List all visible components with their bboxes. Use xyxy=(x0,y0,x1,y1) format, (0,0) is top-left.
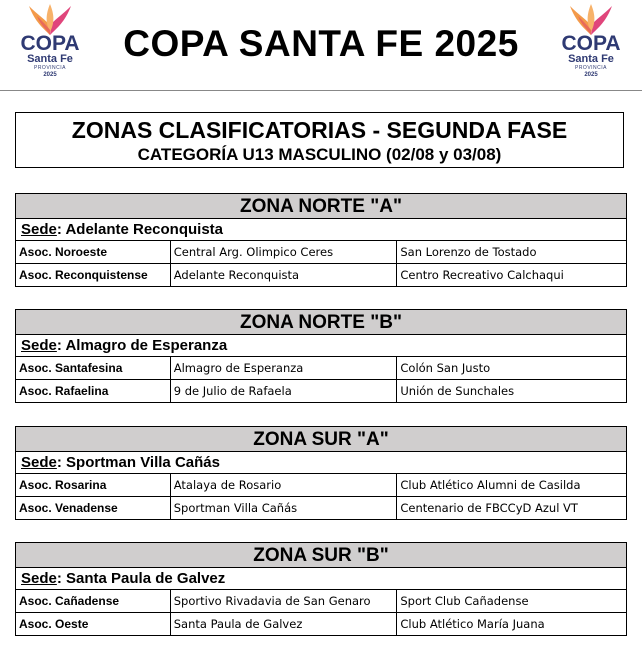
club-cell: Santa Paula de Galvez xyxy=(171,613,398,635)
header-divider xyxy=(0,90,642,91)
club-cell: San Lorenzo de Tostado xyxy=(397,241,627,263)
sede-value: : Sportman Villa Cañás xyxy=(56,454,220,471)
club-cell: Club Atlético María Juana xyxy=(397,613,627,635)
table-row xyxy=(15,264,627,287)
table-row xyxy=(15,380,627,403)
zone-norte-a xyxy=(15,193,627,287)
zone-title: ZONA NORTE "A" xyxy=(15,193,627,219)
table-row xyxy=(15,474,627,497)
table-row xyxy=(15,241,627,264)
assoc-cell: Asoc. Cañadense xyxy=(16,590,171,612)
zone-title: ZONA NORTE "B" xyxy=(15,309,627,335)
page-title: COPA SANTA FE 2025 xyxy=(123,23,519,64)
sede-label: Sede xyxy=(21,337,57,354)
assoc-cell: Asoc. Noroeste xyxy=(16,241,171,263)
club-cell: Centenario de FBCCyD Azul VT xyxy=(397,497,627,519)
zone-title: ZONA SUR "A" xyxy=(15,426,627,452)
logo-word: COPA xyxy=(20,32,80,55)
logo-province: PROVINCIA xyxy=(33,65,66,71)
flame-icon xyxy=(25,2,75,36)
zone-sede xyxy=(15,219,627,241)
subtitle-category: CATEGORÍA U13 MASCULINO (02/08 y 03/08) xyxy=(137,145,502,164)
club-cell: Adelante Reconquista xyxy=(171,264,398,286)
club-cell: Almagro de Esperanza xyxy=(171,357,398,379)
assoc-cell: Asoc. Reconquistense xyxy=(16,264,171,286)
zone-title: ZONA SUR "B" xyxy=(15,542,627,568)
flame-icon xyxy=(566,2,616,36)
sede-value: : Almagro de Esperanza xyxy=(56,337,228,354)
copa-santa-fe-logo-right xyxy=(556,2,626,90)
sede-label: Sede xyxy=(21,570,57,587)
logo-year: 2025 xyxy=(43,72,57,78)
logo-brand: Santa Fe xyxy=(27,53,73,65)
sede-value: : Adelante Reconquista xyxy=(56,221,223,238)
club-cell: Central Arg. Olimpico Ceres xyxy=(171,241,398,263)
table-row xyxy=(15,357,627,380)
logo-year: 2025 xyxy=(584,72,598,78)
assoc-cell: Asoc. Rosarina xyxy=(16,474,171,496)
club-cell: Unión de Sunchales xyxy=(397,380,627,402)
assoc-cell: Asoc. Oeste xyxy=(16,613,171,635)
club-cell: Atalaya de Rosario xyxy=(171,474,398,496)
copa-santa-fe-logo-left xyxy=(15,2,85,90)
assoc-cell: Asoc. Venadense xyxy=(16,497,171,519)
logo-word: COPA xyxy=(561,32,621,55)
club-cell: Club Atlético Alumni de Casilda xyxy=(397,474,627,496)
zone-sur-b xyxy=(15,542,627,636)
club-cell: Colón San Justo xyxy=(397,357,627,379)
subtitle-phase: ZONAS CLASIFICATORIAS - SEGUNDA FASE xyxy=(71,117,568,143)
logo-brand: Santa Fe xyxy=(568,53,614,65)
club-cell: Centro Recreativo Calchaqui xyxy=(397,264,627,286)
table-row xyxy=(15,590,627,613)
subtitle-box xyxy=(15,112,624,168)
zone-sede xyxy=(15,452,627,474)
table-row xyxy=(15,497,627,520)
sede-label: Sede xyxy=(21,221,57,238)
assoc-cell: Asoc. Rafaelina xyxy=(16,380,171,402)
zone-norte-b xyxy=(15,309,627,403)
club-cell: Sportman Villa Cañás xyxy=(171,497,398,519)
logo-province: PROVINCIA xyxy=(574,65,607,71)
club-cell: Sportivo Rivadavia de San Genaro xyxy=(171,590,398,612)
sede-label: Sede xyxy=(21,454,57,471)
club-cell: Sport Club Cañadense xyxy=(397,590,627,612)
zone-sede xyxy=(15,335,627,357)
club-cell: 9 de Julio de Rafaela xyxy=(171,380,398,402)
zone-sur-a xyxy=(15,426,627,520)
assoc-cell: Asoc. Santafesina xyxy=(16,357,171,379)
table-row xyxy=(15,613,627,636)
zone-sede xyxy=(15,568,627,590)
sede-value: : Santa Paula de Galvez xyxy=(56,570,226,587)
